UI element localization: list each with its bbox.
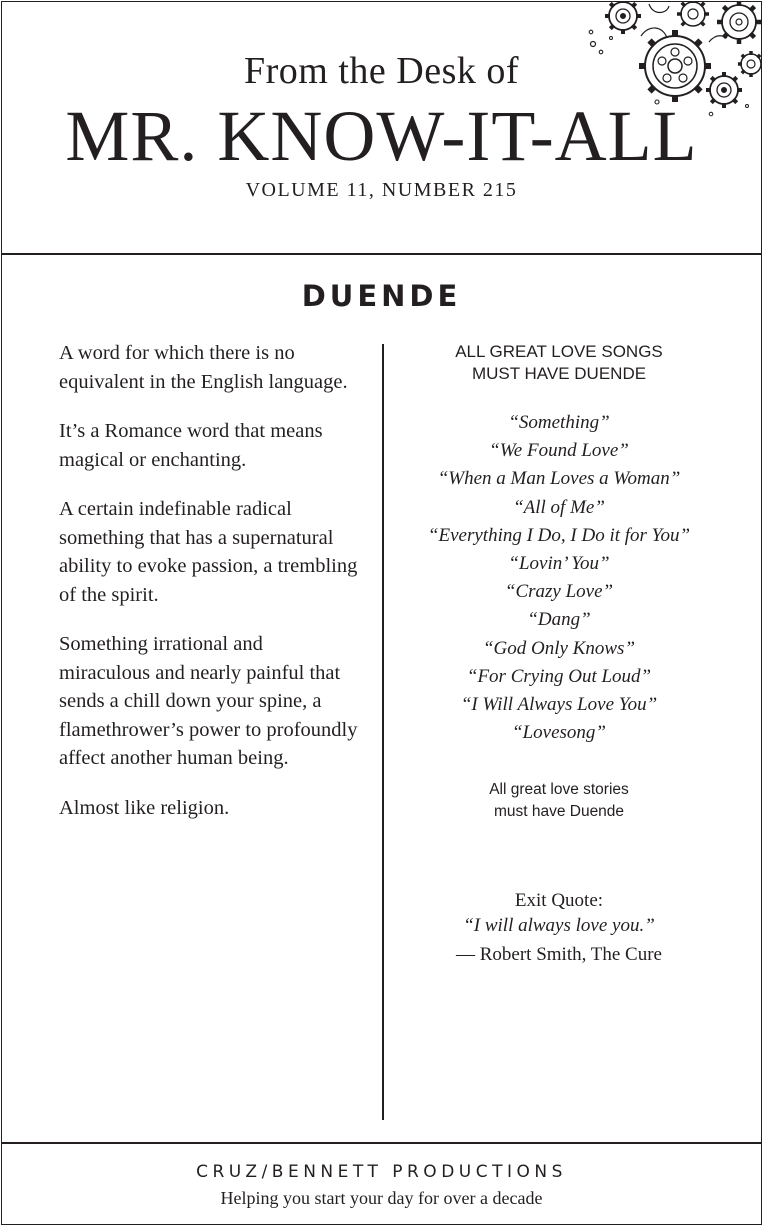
exit-quote-label: Exit Quote: [514, 890, 604, 912]
song-item: “When a Man Loves a Woman” [437, 468, 681, 490]
column-divider [382, 344, 384, 1120]
masthead-header [2, 2, 761, 255]
definition-paragraph: Almost like religion. [59, 796, 230, 819]
song-item: “Crazy Love” [504, 581, 614, 603]
song-item: “I Will Always Love You” [460, 694, 658, 716]
footer-tagline: Helping you start your day for over a decade [220, 1188, 543, 1208]
songs-heading-line: ALL GREAT LOVE SONGS [455, 342, 663, 361]
exit-quote-attribution: — Robert Smith, The Cure [456, 944, 662, 966]
song-item: “Everything I Do, I Do it for You” [427, 524, 691, 546]
song-item: “We Found Love” [489, 440, 629, 462]
song-item: “Lovesong” [512, 722, 606, 744]
song-item: “For Crying Out Loud” [466, 665, 652, 687]
songs-column [400, 341, 718, 970]
definition-paragraph: It’s a Romance word that means magical or enchanting. [59, 420, 323, 471]
stories-line: All great love stories [489, 781, 629, 799]
song-item: “Lovin’ You” [508, 553, 610, 575]
article-title: DUENDE [301, 279, 462, 313]
stories-line: must have Duende [493, 803, 625, 821]
footer [2, 1142, 761, 1226]
volume-number: VOLUME 11, NUMBER 215 [245, 179, 518, 201]
song-item: “Dang” [527, 609, 591, 631]
definition-paragraph: A certain indefinable radical something that has a supernatural ability to evoke passion, a trembling of the spirit. [59, 498, 358, 606]
song-item: “Something” [508, 412, 610, 433]
definition-paragraph: A word for which there is no equivalent in the English language. [59, 342, 348, 393]
song-item: “All of Me” [513, 496, 605, 518]
header-kicker: From the Desk of [243, 50, 520, 92]
stories-note [400, 779, 718, 823]
newsletter-page [1, 1, 762, 1225]
masthead-title: MR. KNOW-IT-ALL [65, 96, 698, 176]
definition-column [59, 339, 359, 843]
songs-heading-line: MUST HAVE DUENDE [471, 363, 647, 383]
footer-company: CRUZ/BENNETT PRODUCTIONS [196, 1162, 567, 1182]
exit-quote-text: “I will always love you.” [463, 915, 655, 937]
definition-paragraph: Something irrational and miraculous and nearly painful that sends a chill down your spine, a flamethrower’s power to profoundly affect another human being. [59, 633, 358, 769]
songs-heading [400, 341, 718, 384]
song-list [400, 409, 718, 747]
song-item: “God Only Knows” [482, 637, 636, 659]
